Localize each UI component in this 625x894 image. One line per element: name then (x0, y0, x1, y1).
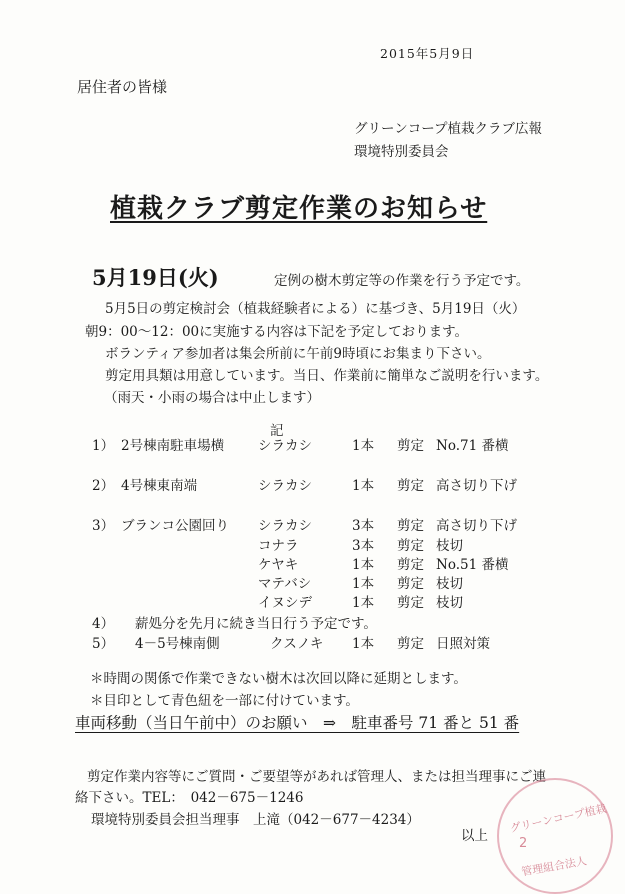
item-detail: 枝切 (436, 595, 463, 611)
contact-line-1: 剪定作業内容等にご質問・ご要望等があれば管理人、または担当理事にご連 (87, 769, 546, 785)
item-row (0, 514, 625, 532)
item-detail: 枝切 (436, 576, 463, 592)
item-detail: No.71 番横 (436, 438, 509, 454)
item-number: 4） (92, 616, 115, 632)
closing-text: 以上 (461, 828, 488, 844)
item-work: 剪定 (397, 518, 424, 534)
item-quantity: 1本 (352, 595, 375, 611)
car-move-request: 車両移動（当日午前中）のお願い ⇒ 駐車番号 71 番と 51 番 (75, 714, 520, 732)
document-title: 植栽クラブ剪定作業のお知らせ (110, 194, 488, 224)
item-text: 薪処分を先月に続き当日行う予定です。 (135, 616, 377, 632)
item-location: ブランコ公園回り (121, 518, 229, 534)
sender-organization: グリーンコープ植栽クラブ広報 (354, 121, 543, 137)
seal-stamp (497, 778, 613, 894)
item-row (0, 591, 625, 609)
item-tree: シラカシ (258, 478, 312, 494)
item-work: 剪定 (397, 557, 424, 573)
event-description: 定例の樹木剪定等の作業を行う予定です。 (274, 273, 530, 289)
item-tree: マテバシ (258, 576, 312, 592)
item-row (0, 534, 625, 552)
item-detail: 高さ切り下げ (436, 478, 517, 494)
stamp-line-3: 管理組合法人 (520, 854, 588, 879)
item-tree: ケヤキ (258, 557, 299, 573)
item-tree: コナラ (258, 538, 299, 554)
item-quantity: 1本 (352, 478, 375, 494)
item-location: 4－5号棟南側 (135, 636, 220, 652)
item-number: 1） (92, 438, 115, 454)
stamp-line-2: 2 (519, 836, 528, 851)
sender-committee: 環境特別委員会 (354, 144, 449, 160)
item-quantity: 3本 (352, 538, 375, 554)
item-row (0, 632, 625, 650)
item-work: 剪定 (397, 538, 424, 554)
body-line-4: 剪定用具類は用意しています。当日、作業前に簡単なご説明を行います。 (105, 368, 549, 384)
item-tree: シラカシ (258, 518, 312, 534)
item-row (0, 612, 625, 630)
item-quantity: 1本 (352, 438, 375, 454)
note-2: ＊目印として青色紐を一部に付けています。 (90, 693, 359, 709)
item-detail: 枝切 (436, 538, 463, 554)
item-number: 5） (92, 636, 115, 652)
body-line-3: ボランティア参加者は集会所前に午前9時頃にお集まり下さい。 (105, 346, 491, 362)
event-date: 5月19日(火) (92, 265, 219, 290)
item-number: 3） (92, 518, 115, 534)
item-work: 剪定 (397, 438, 424, 454)
stamp-line-1: グリーンコープ植栽 (508, 801, 608, 836)
item-work: 剪定 (397, 595, 424, 611)
item-row (0, 474, 625, 492)
ki-heading: 記 (270, 423, 284, 439)
document-date: 2015年5月9日 (380, 46, 475, 61)
body-line-5: （雨天・小雨の場合は中止します） (104, 390, 320, 406)
item-work: 剪定 (397, 478, 424, 494)
item-location: 2号棟南駐車場横 (121, 438, 225, 454)
item-quantity: 1本 (352, 557, 375, 573)
item-quantity: 1本 (352, 576, 375, 592)
item-number: 2） (92, 478, 115, 494)
item-tree: イヌシデ (258, 595, 312, 611)
item-row (0, 434, 625, 452)
item-detail: No.51 番横 (436, 557, 509, 573)
addressee: 居住者の皆様 (77, 78, 168, 96)
item-detail: 高さ切り下げ (436, 518, 517, 534)
item-work: 剪定 (397, 576, 424, 592)
body-line-1: 5月5日の剪定検討会（植栽経験者による）に基づき、5月19日（火） (105, 301, 526, 317)
item-tree: クスノキ (270, 636, 324, 652)
item-row (0, 572, 625, 590)
body-line-2: 朝9：00～12：00に実施する内容は下記を予定しております。 (85, 324, 469, 340)
note-1: ＊時間の関係で作業できない樹木は次回以降に延期とします。 (90, 671, 467, 687)
item-detail: 日照対策 (436, 636, 490, 652)
item-location: 4号棟東南端 (121, 478, 198, 494)
item-quantity: 3本 (352, 518, 375, 534)
contact-line-3: 環境特別委員会担当理事 上滝（042－677－4234） (91, 812, 420, 828)
item-tree: シラカシ (258, 438, 312, 454)
item-quantity: 1本 (352, 636, 375, 652)
item-work: 剪定 (397, 636, 424, 652)
item-row (0, 553, 625, 571)
contact-line-2: 絡下さい。TEL： 042－675－1246 (75, 790, 304, 806)
